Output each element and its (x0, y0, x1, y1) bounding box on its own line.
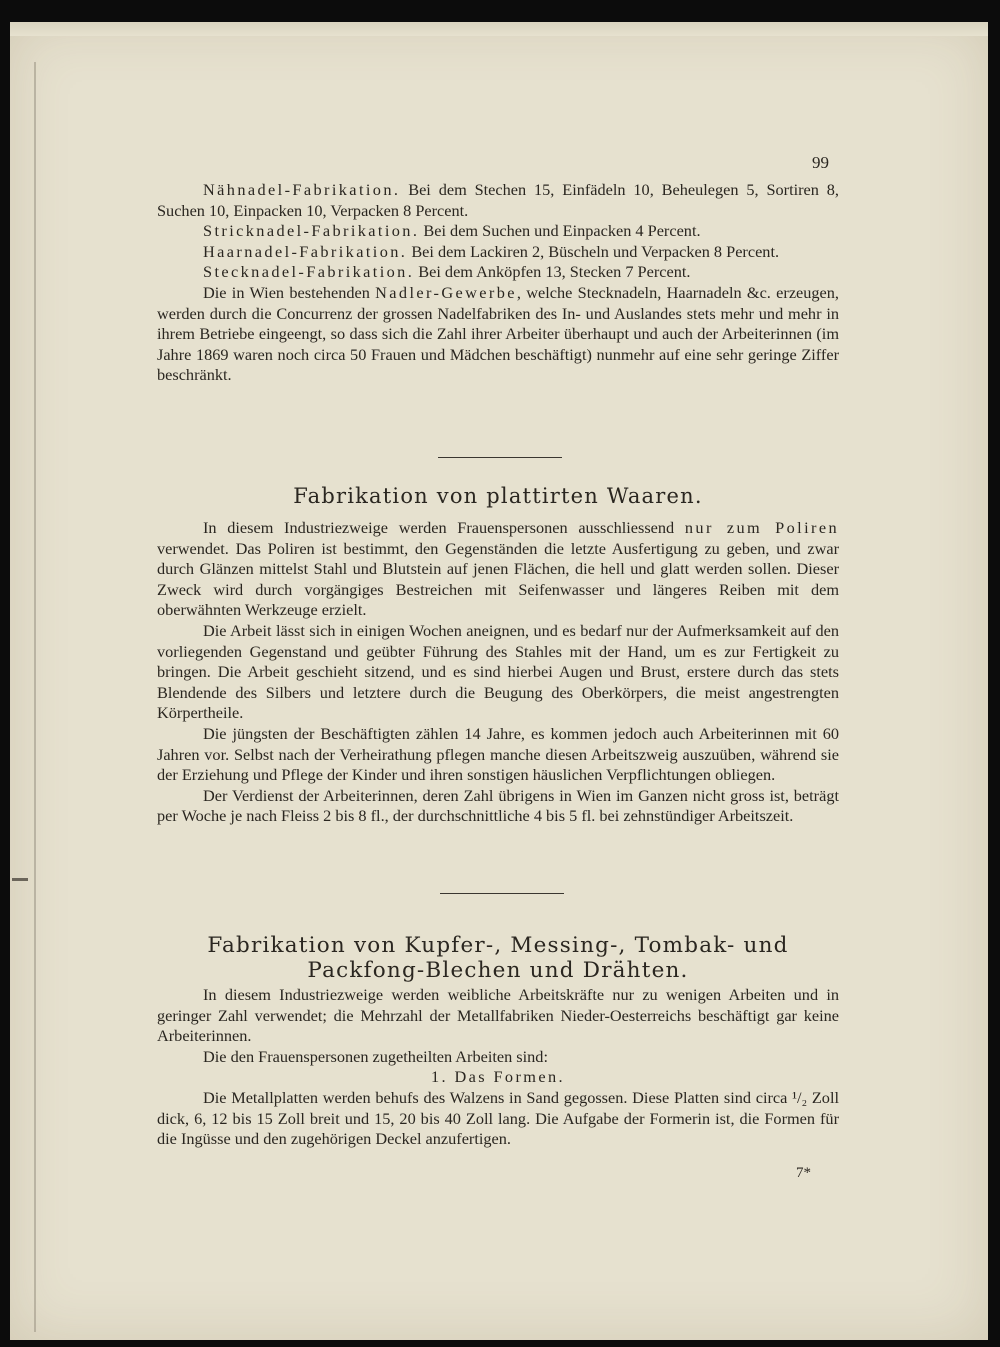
page-gutter-line (34, 62, 36, 1332)
heading-line: Packfong-Blechen und Drähten. (307, 958, 689, 983)
heading-plattirte-waaren: Fabrikation von plattirten Waaren. (293, 484, 703, 508)
paragraph-text: Bei dem Suchen und Einpacken 4 Percent. (419, 221, 701, 241)
lead-term: Nähnadel-Fabrikation. (203, 180, 401, 199)
paragraph: Die den Frauenspersonen zugetheilten Arbeiten sind: (203, 1046, 548, 1066)
paragraph-naehnadel (157, 180, 839, 221)
paragraph-text: Die Metallplatten werden behufs des Walzens in Sand gegossen. Diese Platten sind circa (203, 1087, 793, 1107)
margin-mark (12, 878, 28, 881)
paragraph: In diesem Industriezweige werden weibliche Arbeitskräfte nur zu wenigen Arbeiten und in geringer Zahl verwendet; die Mehrzahl der Metallfabriken Nieder-Oesterreichs beschäftigt gar keine Arbeiterinnen. (157, 985, 839, 1046)
lead-term: Stricknadel-Fabrikation. (203, 221, 420, 241)
lead-term: Stecknadel-Fabrikation. (203, 262, 415, 282)
lead-term: Nadler-Gewerbe (375, 282, 517, 302)
paragraph-stricknadel (157, 221, 839, 242)
paragraph (157, 1088, 839, 1150)
emphasis-text: nur zum Poliren (684, 518, 840, 537)
paragraph-text: Bei dem Anköpfen 13, Stecken 7 Percent. (414, 262, 691, 282)
paragraph-text: Zoll dick, 6, 12 bis 15 Zoll breit und 15, 20 bis 40 Zoll lang. Die Aufgabe der Formerin ist, die Formen für die Ingüsse und den zugehörigen Deckel anzufertigen. (157, 1087, 839, 1149)
paragraph-text: , welche Stecknadeln, Haarnadeln &c. erzeugen, werden durch die Concurrenz der grossen Nadelfabriken des In- und Auslandes stets mehr und mehr in ihrem Betriebe eingeengt, so dass sich die Zahl ihrer Arbeiter überhaupt und auch der Arbeiterinnen (im Jahre 1869 waren noch circa 50 Frauen und Mädchen beschäftigt) nunmehr auf eine sehr geringe Ziffer beschränkt. (157, 282, 839, 385)
paragraph-text: Bei dem Lackiren 2, Büscheln und Verpacken 8 Percent. (407, 241, 780, 261)
paragraph: Die Arbeit lässt sich in einigen Wochen aneignen, und es bedarf nur der Aufmerksamkeit auf den vorliegenden Gegenstand und geübter Führung des Stahles mit der Hand, um es zur Fertigkeit zu bringen. Die Arbeit geschieht sitzend, und es sind hierbei Augen und Brust, erstere durch das stets Blendende des Silbers und letztere durch die Beugung des Oberkörpers, die meist angestrengten Körpertheile. (157, 620, 839, 723)
section-plattirte-waaren (157, 518, 839, 827)
page-top-edge (10, 22, 988, 36)
printer-signature: 7* (796, 1165, 811, 1181)
paragraph (157, 518, 839, 621)
paragraph: Der Verdienst der Arbeiterinnen, deren Zahl übrigens in Wien im Ganzen nicht gross ist, beträgt per Woche je nach Fleiss 2 bis 8 fl., der durchschnittliche 4 bis 5 fl. bei zehnstündiger Arbeitszeit. (157, 785, 839, 826)
section-needle-fabrication (157, 180, 839, 386)
section-divider (438, 457, 562, 458)
paragraph-text: verwendet. Das Poliren ist bestimmt, den Gegenständen die letzte Ausfertigung zu geben, und zwar durch Glänzen mittelst Stahl und Blutstein auf jenen Flächen, die hell und glatt werden sollen. Dieser Zweck wird durch vorgängiges Bestreichen mit Seifenwasser und längeres Reiben mit dem oberwähnten Werkzeuge erzielt. (157, 538, 839, 620)
heading-line: Fabrikation von Kupfer-, Messing-, Tombak- und (207, 933, 789, 958)
heading-kupfer-messing (157, 933, 839, 983)
page-number: 99 (812, 153, 829, 172)
section-divider (440, 893, 564, 894)
paragraph-stecknadel (157, 262, 839, 283)
paragraph-haarnadel (157, 242, 839, 263)
paragraph: Die jüngsten der Beschäftigten zählen 14 Jahre, es kommen jedoch auch Arbeiterinnen mit 60 Jahren vor. Selbst nach der Verheirathung pflegen manche diesen Arbeitszweig auszuüben, während sie der Erziehung und Pflege der Kinder und ihren sonstigen häuslichen Verpflichtungen obliegen. (157, 723, 839, 785)
paragraph-text: Bei dem Stechen 15, Einfädeln 10, Beheulegen 5, Sortiren 8, Suchen 10, Einpacken 10, Verpacken 8 Percent. (157, 180, 839, 220)
paragraph-text: In diesem Industriezweige werden Frauenspersonen ausschliessend (203, 518, 685, 537)
paragraph-text: Die in Wien bestehenden (203, 282, 376, 302)
fraction: ¹/₂ (792, 1087, 808, 1107)
lead-term: Haarnadel-Fabrikation. (203, 241, 408, 261)
paragraph-nadler-gewerbe (157, 283, 839, 386)
section-kupfer-messing (157, 985, 839, 1150)
subheading-das-formen: 1. Das Formen. (431, 1067, 565, 1087)
